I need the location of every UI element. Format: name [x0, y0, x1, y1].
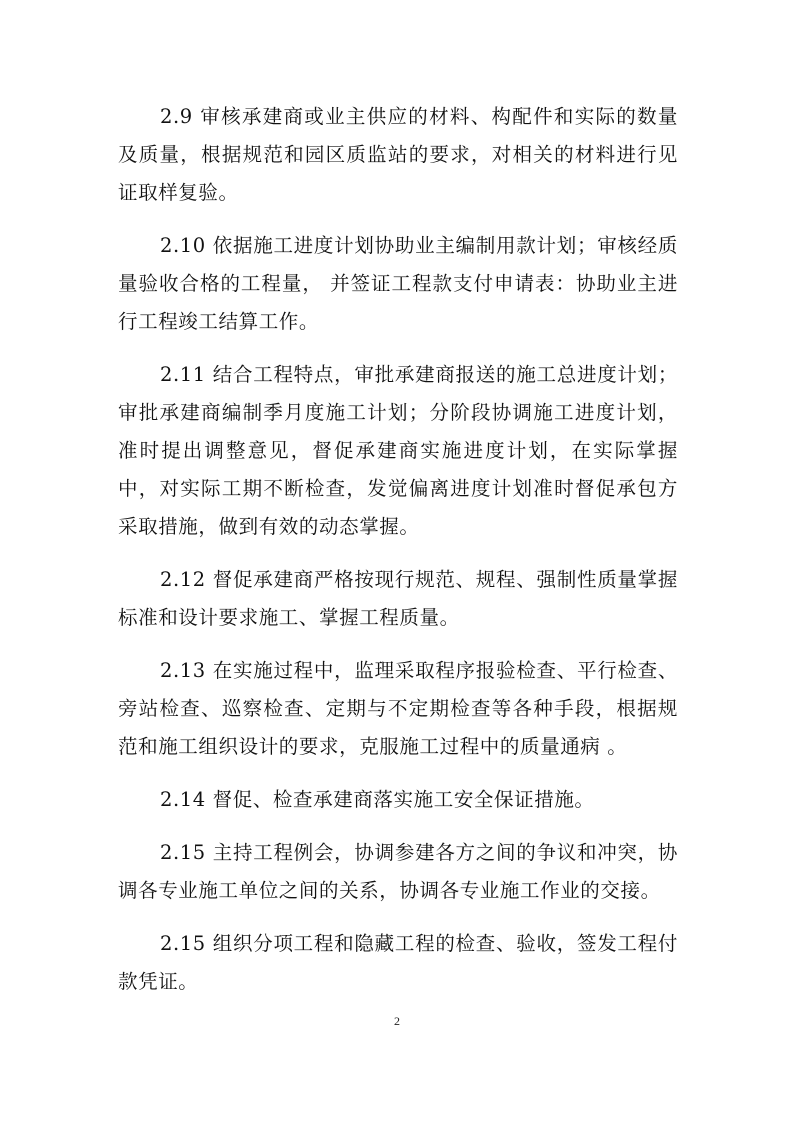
paragraph-2-12: 2.12 督促承建商严格按现行规范、规程、强制性质量掌握标准和设计要求施工、掌握工程质量。	[118, 568, 678, 629]
paragraph-2-15-inspection: 2.15 组织分项工程和隐藏工程的检查、验收，签发工程付款凭证。	[118, 932, 678, 993]
document-body	[118, 98, 678, 1016]
paragraph-2-14: 2.14 督促、检查承建商落实施工安全保证措施。	[160, 788, 595, 811]
page-number: 2	[394, 1014, 400, 1028]
paragraph-2-13: 2.13 在实施过程中，监理采取程序报验检查、平行检查、旁站检查、巡察检查、定期与不定期检查等各种手段，根据规范和施工组织设计的要求，克服施工过程中的质量通病 。	[118, 659, 678, 758]
paragraph-2-15-meeting: 2.15 主持工程例会，协调参建各方之间的争议和冲突，协调各专业施工单位之间的关系，协调各专业施工作业的交接。	[118, 841, 678, 902]
paragraph-2-10: 2.10 依据施工进度计划协助业主编制用款计划；审核经质量验收合格的工程量， 并签证工程款支付申请表：协助业主进行工程竣工结算工作。	[118, 234, 678, 333]
paragraph-2-9: 2.9 审核承建商或业主供应的材料、构配件和实际的数量及质量，根据规范和园区质监站的要求，对相关的材料进行见证取样复验。	[118, 105, 678, 204]
paragraph-2-11: 2.11 结合工程特点，审批承建商报送的施工总进度计划；审批承建商编制季月度施工计划；分阶段协调施工进度计划，准时提出调整意见，督促承建商实施进度计划，在实际掌握中，对实际工期不断检查，发觉偏离进度计划准时督促承包方采取措施，做到有效的动态掌握。	[118, 363, 678, 538]
